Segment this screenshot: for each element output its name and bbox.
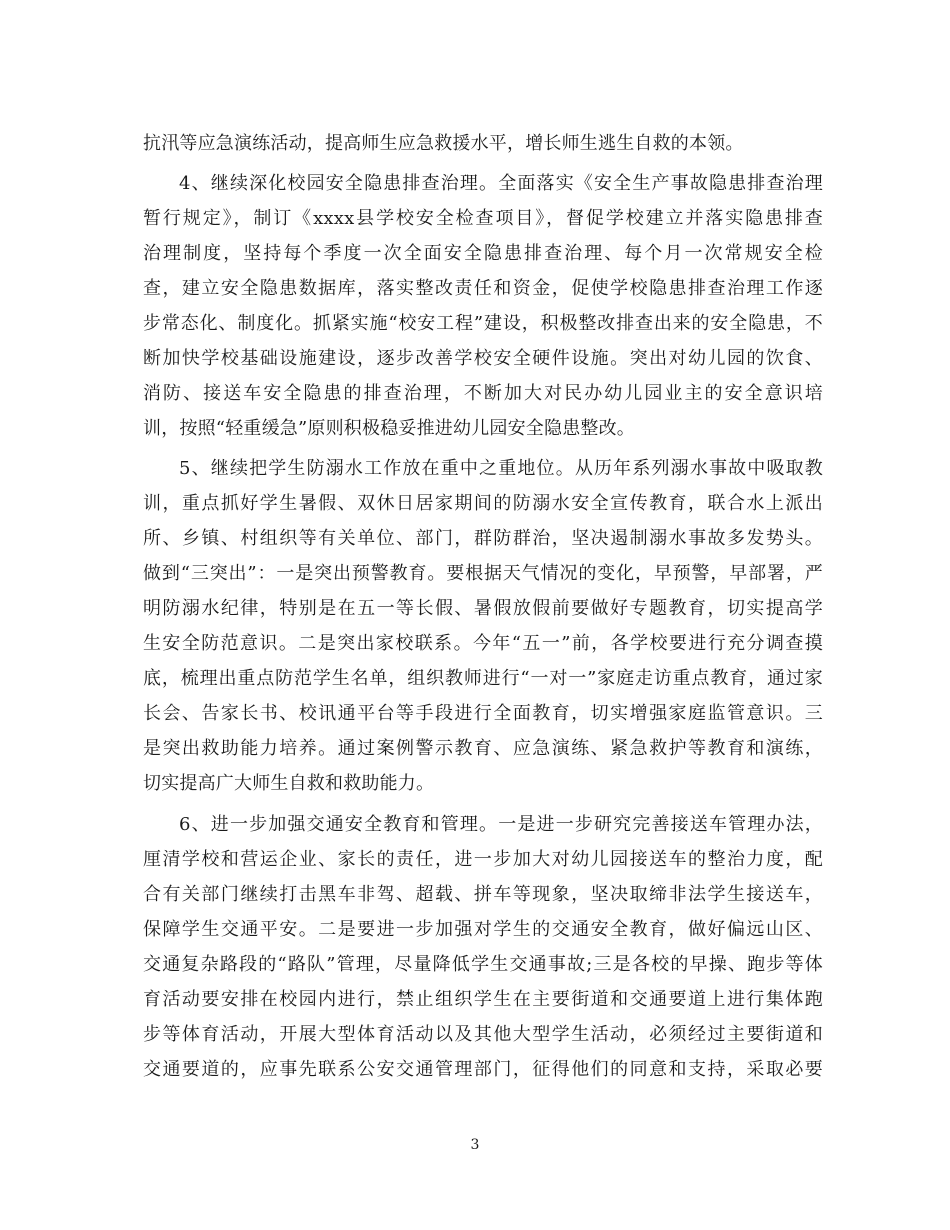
paragraph-line: 是突出救助能力培养。通过案例警示教育、应急演练、紧急救护等教育和演练， xyxy=(143,738,823,759)
paragraph-line: 暂行规定》，制订《xxxx县学校安全检查项目》，督促学校建立并落实隐患排查 xyxy=(143,208,823,229)
paragraph-line: 底，梳理出重点防范学生名单，组织教师进行“一对一”家庭走访重点教育，通过家 xyxy=(143,668,823,689)
paragraph-line: 治理制度，坚持每个季度一次全面安全隐患排查治理、每个月一次常规安全检 xyxy=(143,243,823,264)
paragraph-line: 5、继续把学生防溺水工作放在重中之重地位。从历年系列溺水事故中吸取教 xyxy=(179,458,823,479)
paragraph-line: 步常态化、制度化。抓紧实施“校安工程”建设，积极整改排查出来的安全隐患，不 xyxy=(143,313,823,334)
paragraph-line: 查，建立安全隐患数据库，落实整改责任和资金，促使学校隐患排查治理工作逐 xyxy=(143,278,823,299)
paragraph-line: 所、乡镇、村组织等有关单位、部门，群防群治，坚决遏制溺水事故多发势头。 xyxy=(143,528,823,549)
paragraph-line: 育活动要安排在校园内进行，禁止组织学生在主要街道和交通要道上进行集体跑 xyxy=(143,989,823,1010)
page-number: 3 xyxy=(470,1137,480,1153)
paragraph-line: 长会、告家长书、校讯通平台等手段进行全面教育，切实增强家庭监管意识。三 xyxy=(143,703,823,724)
paragraph-line: 抗汛等应急演练活动，提高师生应急救援水平，增长师生逃生自救的本领。 xyxy=(143,133,744,154)
paragraph-line: 训，按照“轻重缓急”原则积极稳妥推进幼儿园安全隐患整改。 xyxy=(143,418,636,439)
paragraph-line: 训，重点抓好学生暑假、双休日居家期间的防溺水安全宣传教育，联合水上派出 xyxy=(143,493,823,514)
paragraph-line: 生安全防范意识。二是突出家校联系。今年“五一”前，各学校要进行充分调查摸 xyxy=(143,633,823,654)
paragraph-line: 保障学生交通平安。二是要进一步加强对学生的交通安全教育，做好偏远山区、 xyxy=(143,919,823,940)
paragraph-line: 4、继续深化校园安全隐患排查治理。全面落实《安全生产事故隐患排查治理 xyxy=(179,173,823,194)
paragraph-line: 步等体育活动，开展大型体育活动以及其他大型学生活动，必须经过主要街道和 xyxy=(143,1024,823,1045)
paragraph-line: 6、进一步加强交通安全教育和管理。一是进一步研究完善接送车管理办法， xyxy=(179,814,823,835)
paragraph-line: 做到“三突出”：一是突出预警教育。要根据天气情况的变化，早预警，早部署，严 xyxy=(143,563,823,584)
paragraph-line: 消防、接送车安全隐患的排查治理，不断加大对民办幼儿园业主的安全意识培 xyxy=(143,383,823,404)
paragraph-line: 断加快学校基础设施建设，逐步改善学校安全硬件设施。突出对幼儿园的饮食、 xyxy=(143,348,823,369)
paragraph-line: 切实提高广大师生自救和救助能力。 xyxy=(143,773,435,794)
paragraph-line: 交通复杂路段的“路队”管理，尽量降低学生交通事故;三是各校的早操、跑步等体 xyxy=(143,954,823,975)
paragraph-line: 交通要道的，应事先联系公安交通管理部门，征得他们的同意和支持，采取必要 xyxy=(143,1059,823,1080)
paragraph-line: 厘清学校和营运企业、家长的责任，进一步加大对幼儿园接送车的整治力度，配 xyxy=(143,849,823,870)
paragraph-line: 合有关部门继续打击黑车非驾、超载、拼车等现象，坚决取缔非法学生接送车， xyxy=(143,884,823,905)
paragraph-line: 明防溺水纪律，特别是在五一等长假、暑假放假前要做好专题教育，切实提高学 xyxy=(143,598,823,619)
